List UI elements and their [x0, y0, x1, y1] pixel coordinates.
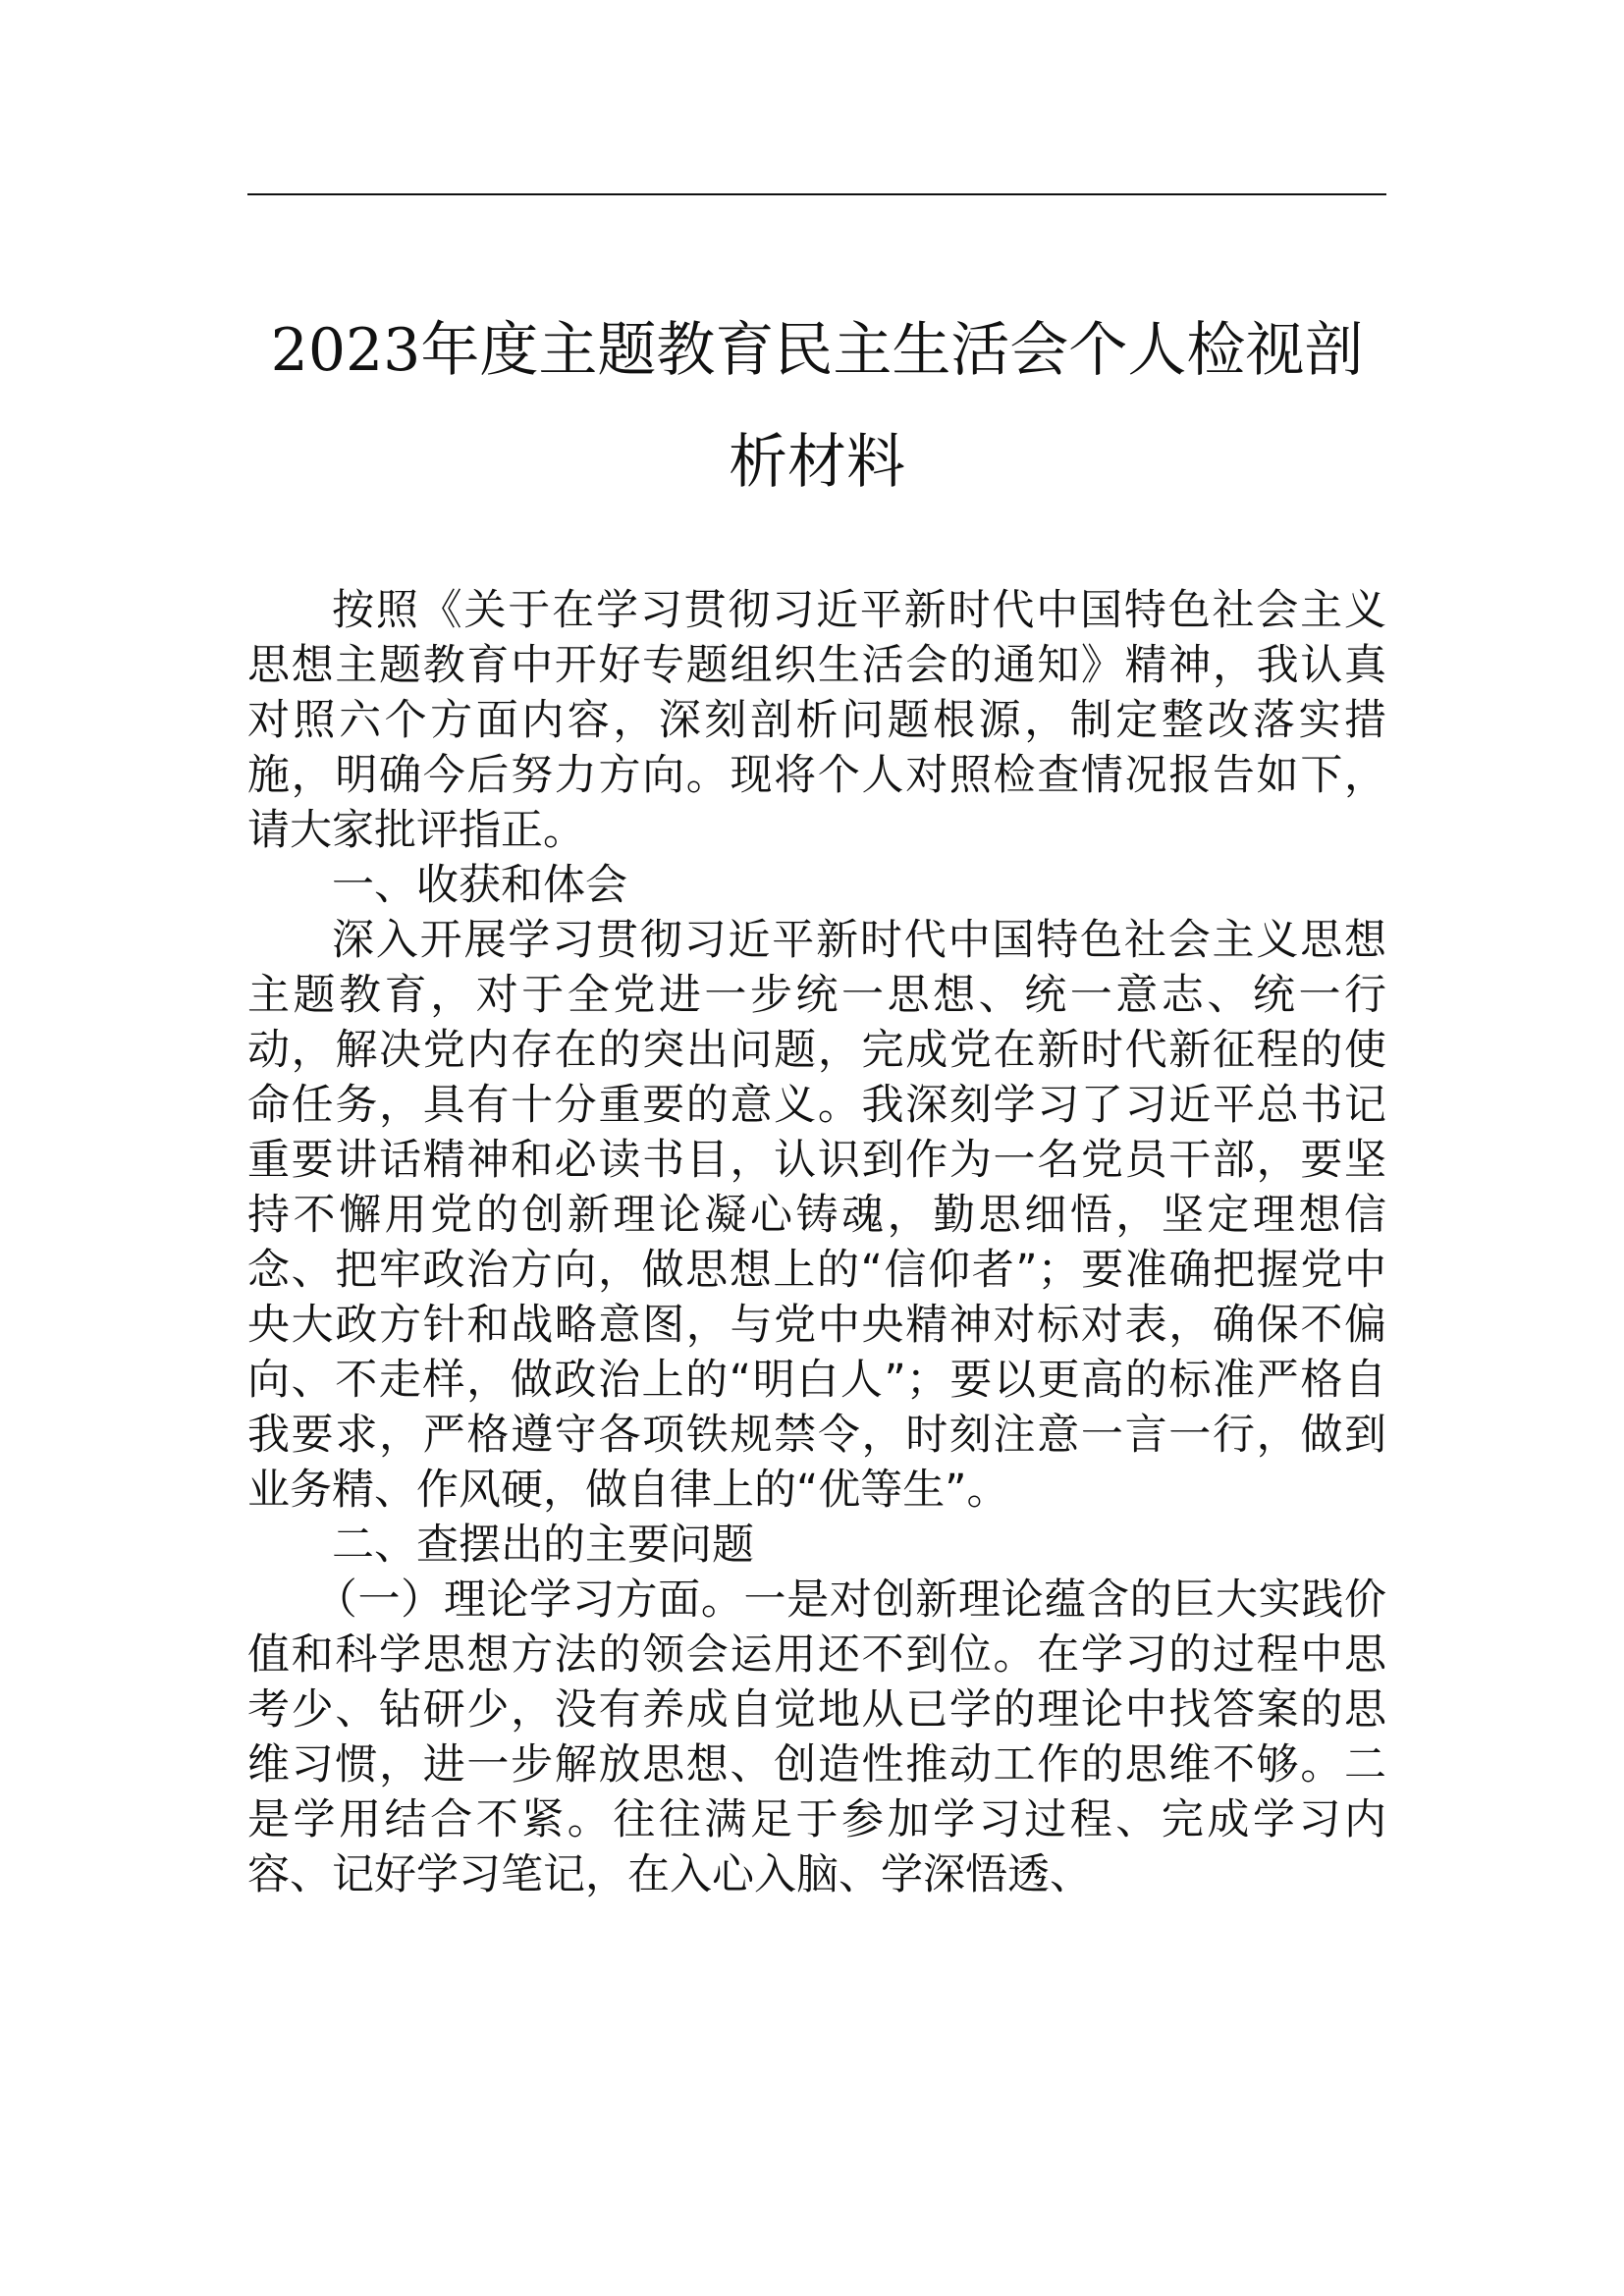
subsection-1-paragraph: （一）理论学习方面。一是对创新理论蕴含的巨大实践价值和科学思想方法的领会运用还不到位。在学习的过程中思考少、钻研少，没有养成自觉地从已学的理论中找答案的思维习惯，进一步解放思想、创造性推动工作的思维不够。二是学用结合不紧。往往满足于参加学习过程、完成学习内容、记好学习笔记，在入心入脑、学深悟透、	[247, 1575, 1386, 1899]
title-line-2: 析材料	[729, 428, 905, 497]
section-heading-1: 一、收获和体会	[332, 861, 627, 910]
header-rule	[247, 193, 1386, 195]
section-heading-2: 二、查摆出的主要问题	[332, 1521, 754, 1570]
document-body	[247, 583, 1386, 1902]
title-line-1: 2023年度主题教育民主生活会个人检视剖	[270, 316, 1364, 385]
intro-paragraph: 按照《关于在学习贯彻习近平新时代中国特色社会主义思想主题教育中开好专题组织生活会的通知》精神，我认真对照六个方面内容，深刻剖析问题根源，制定整改落实措施，明确今后努力方向。现将个人对照检查情况报告如下，请大家批评指正。	[247, 586, 1386, 855]
section-1-paragraph: 深入开展学习贯彻习近平新时代中国特色社会主义思想主题教育，对于全党进一步统一思想、统一意志、统一行动，解决党内存在的突出问题，完成党在新时代新征程的使命任务，具有十分重要的意义。我深刻学习了习近平总书记重要讲话精神和必读书目，认识到作为一名党员干部，要坚持不懈用党的创新理论凝心铸魂，勤思细悟，坚定理想信念、把牢政治方向，做思想上的“信仰者”；要准确把握党中央大政方针和战略意图，与党中央精神对标对表，确保不偏向、不走样，做政治上的“明白人”；要以更高的标准严格自我要求，严格遵守各项铁规禁令，时刻注意一言一行，做到业务精、作风硬，做自律上的“优等生”。	[247, 916, 1386, 1515]
document-title	[247, 294, 1386, 518]
